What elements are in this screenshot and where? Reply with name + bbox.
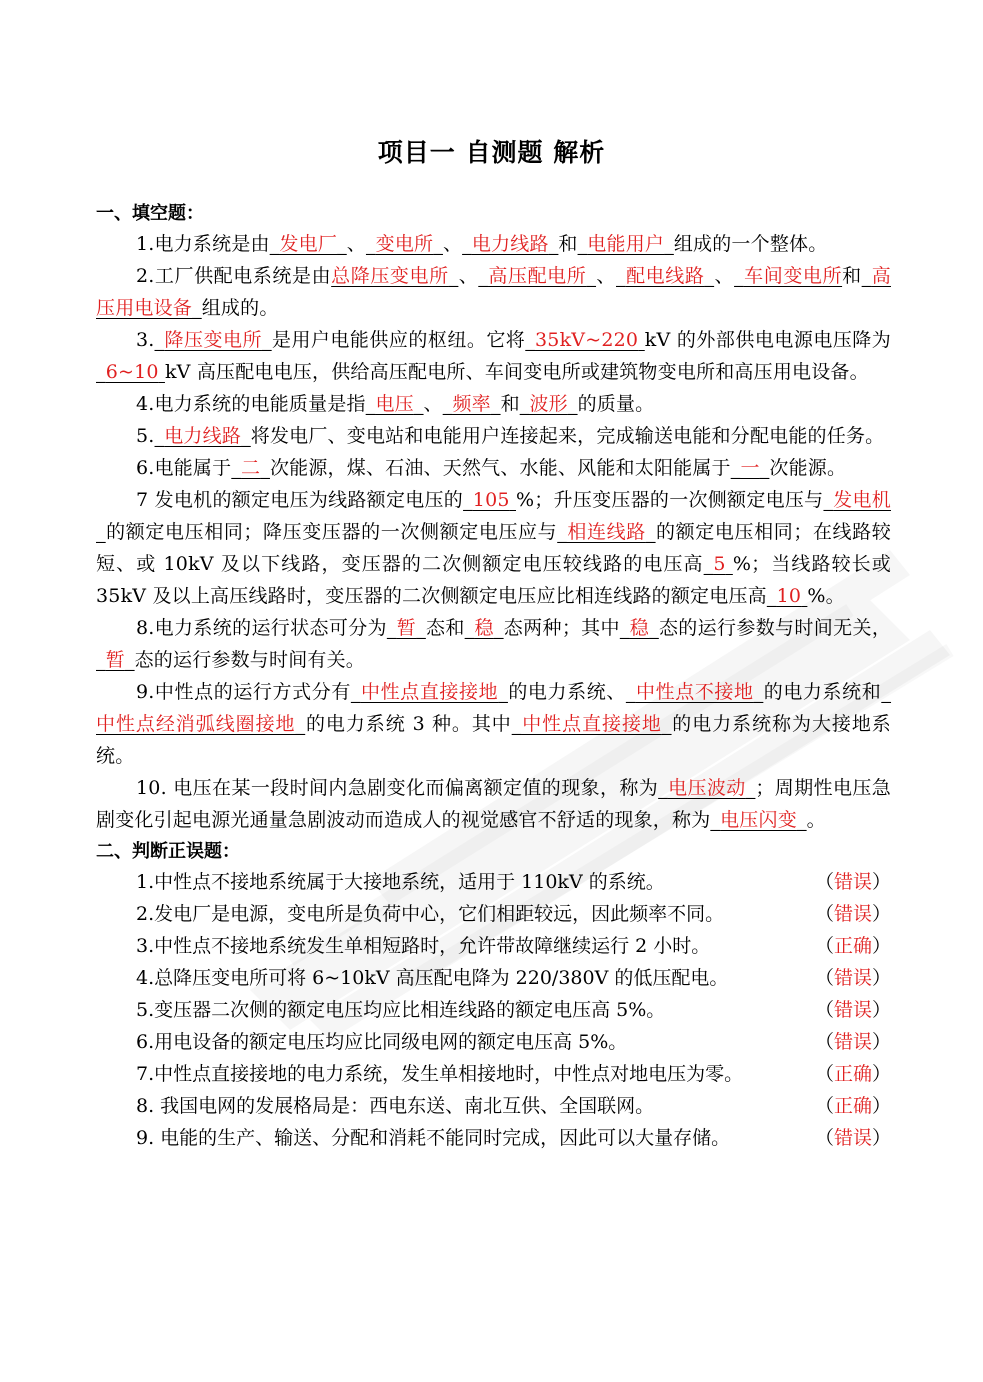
answer: 稳 <box>474 617 494 639</box>
answer: 电力线路 <box>471 233 549 255</box>
judge-result: （错误） <box>814 1127 891 1149</box>
answer: 频率 <box>452 393 491 415</box>
answer: 总降压变电所 <box>331 265 449 287</box>
answer: 10 <box>776 585 802 607</box>
answer: 波形 <box>529 393 568 415</box>
fill-question-5: 5._电力线路_将发电厂、变电站和电能用户连接起来，完成输送电能和分配电能的任务。 <box>136 425 885 447</box>
answer: 电压 <box>375 393 414 415</box>
judge-result: （错误） <box>814 903 891 925</box>
fill-question-4: 4.电力系统的电能质量是指_电压_、_频率_和_波形_的质量。 <box>136 393 655 415</box>
answer: 中性点直接接地 <box>360 681 499 703</box>
judge-item: 8. 我国电网的发展格局是：西电东送、南北互供、全国联网。 （正确） <box>96 1090 891 1122</box>
answer: 车间变电所 <box>743 265 843 287</box>
judge-result: （正确） <box>814 1095 891 1117</box>
judge-result: （错误） <box>814 1031 891 1053</box>
judge-item: 5.变压器二次侧的额定电压均应比相连线路的额定电压高 5%。 （错误） <box>96 994 891 1026</box>
answer: 一 <box>740 457 760 479</box>
answer: 暂 <box>105 649 125 671</box>
fill-question-9: 9.中性点的运行方式分有_中性点直接接地_的电力系统、_中性点不接地_的电力系统和_中性点经消弧线圈接地_的电力系统 3 种。其中_中性点直接接地_的电力系统称为大接地系统。 <box>96 681 892 767</box>
judge-item: 1.中性点不接地系统属于大接地系统，适用于 110kV 的系统。 （错误） <box>96 866 891 898</box>
answer: 二 <box>241 457 261 479</box>
fill-question-2: 2.工厂供配电系统是由总降压变电所_、_高压配电所_、_配电线路_、_车间变电所和_高压用电设备_组成的。 <box>96 265 891 319</box>
answer: 稳 <box>629 617 650 639</box>
judge-result: （正确） <box>814 1063 891 1085</box>
section-judge-heading: 二、判断正误题： <box>96 841 240 862</box>
judge-list <box>96 866 891 1154</box>
judge-item: 6.用电设备的额定电压均应比同级电网的额定电压高 5%。 （错误） <box>96 1026 891 1058</box>
answer: 降压变电所 <box>164 329 262 351</box>
answer: 暂 <box>396 617 417 639</box>
judge-result: （正确） <box>814 935 891 957</box>
judge-item: 7.中性点直接接地的电力系统，发生单相接地时，中性点对地电压为零。 （正确） <box>96 1058 891 1090</box>
judge-result: （错误） <box>814 871 891 893</box>
answer: 相连线路 <box>567 521 646 543</box>
judge-result: （错误） <box>814 967 891 989</box>
answer: 中性点直接接地 <box>521 713 662 735</box>
fill-question-8: 8.电力系统的运行状态可分为_暂_态和_稳_态两种；其中_稳_态的运行参数与时间无关，_暂_态的运行参数与时间有关。 <box>96 617 892 671</box>
judge-item: 3.中性点不接地系统发生单相短路时，允许带故障继续运行 2 小时。 （正确） <box>96 930 891 962</box>
section-fill-heading: 一、填空题： <box>96 203 204 224</box>
answer: 发电厂 <box>279 233 338 255</box>
judge-item: 2.发电厂是电源，变电所是负荷中心，它们相距较远，因此频率不同。 （错误） <box>96 898 891 930</box>
answer: 发电机 <box>833 489 891 511</box>
fill-question-1: 1.电力系统是由_发电厂_、_变电所_、_电力线路_和_电能用户_组成的一个整体。 <box>136 233 828 255</box>
judge-item: 9. 电能的生产、输送、分配和消耗不能同时完成，因此可以大量存储。 （错误） <box>96 1122 891 1154</box>
answer: 6~10 <box>105 361 159 383</box>
judge-item: 4.总降压变电所可将 6~10kV 高压配电降为 220/380V 的低压配电。 （错误） <box>96 962 891 994</box>
answer: 配电线路 <box>625 265 705 287</box>
answer: 中性点经消弧线圈接地 <box>96 713 296 735</box>
answer: 105 <box>472 489 510 511</box>
answer: 高压配电所 <box>488 265 587 287</box>
answer: 高压用电设备 <box>96 265 891 319</box>
fill-question-7: 7 发电机的额定电压为线路额定电压的_105 %；升压变压器的一次侧额定电压与_发电机_的额定电压相同；降压变压器的一次侧额定电压应与_相连线路_的额定电压相同；在线路较短、或 10kV 及以下线路，变压器的二次侧额定电压较线路的电压高_5 %；当线路较长或 35kV 及以上高压线路时，变压器的二次侧额定电压应比相连线路的额定电压高_10 %。 <box>96 489 891 607</box>
answer: 电压闪变 <box>720 809 797 831</box>
answer: 35kV~220 <box>535 329 639 351</box>
answer: 5 <box>713 553 726 575</box>
answer: 变电所 <box>375 233 434 255</box>
fill-question-3: 3._降压变电所_是用户电能供应的枢纽。它将_35kV~220 kV 的外部供电电源电压降为_6~10 kV 高压配电电压，供给高压配电所、车间变电所或建筑物变电所和高压用电设备。 <box>96 329 891 383</box>
page-title: 项目一 自测题 解析 <box>377 138 606 167</box>
fill-question-10: 10. 电压在某一段时间内急剧变化而偏离额定值的现象，称为_电压波动_；周期性电压急剧变化引起电源光通量急剧波动而造成人的视觉感官不舒适的现象，称为_电压闪变_。 <box>96 777 891 831</box>
fill-question-6: 6.电能属于_二_次能源，煤、石油、天然气、水能、风能和太阳能属于_一_次能源。 <box>136 457 847 479</box>
answer: 电力线路 <box>164 425 242 447</box>
judge-result: （错误） <box>814 999 891 1021</box>
answer: 中性点不接地 <box>635 681 754 703</box>
answer: 电压波动 <box>667 777 746 799</box>
answer: 电能用户 <box>587 233 665 255</box>
document-body <box>96 200 891 1154</box>
